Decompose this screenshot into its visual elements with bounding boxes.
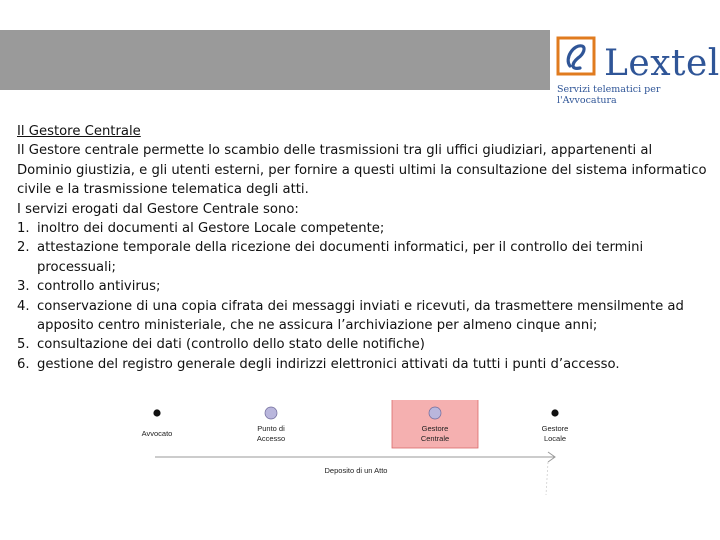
list-item-text: inoltro dei documenti al Gestore Locale competente; bbox=[37, 221, 385, 237]
deposit-arrow-label: Deposito di un Atto bbox=[324, 466, 388, 475]
list-item bbox=[17, 238, 707, 277]
logo-tagline: Servizi telematici per l'Avvocatura bbox=[557, 84, 661, 106]
list-item-text: consultazione dei dati (controllo dello stato delle notifiche) bbox=[37, 337, 425, 353]
node-gestore-centrale-dot bbox=[429, 407, 441, 419]
list-item bbox=[17, 219, 707, 238]
node-gestore-centrale-label-2: Centrale bbox=[420, 434, 450, 443]
list-item-number: 1. bbox=[17, 221, 30, 237]
section-title: Il Gestore Centrale bbox=[17, 124, 141, 139]
main-content bbox=[17, 122, 707, 374]
list-item-number: 2. bbox=[17, 240, 30, 256]
node-punto-accesso-label-1: Punto di bbox=[257, 424, 285, 433]
list-item-number: 5. bbox=[17, 337, 30, 353]
logo-text: Lextel bbox=[604, 43, 720, 84]
node-gestore-locale-label-2: Locale bbox=[543, 434, 567, 443]
services-intro: I servizi erogati dal Gestore Centrale sono: bbox=[17, 201, 299, 217]
sequence-diagram bbox=[0, 400, 720, 540]
list-item-number: 4. bbox=[17, 298, 30, 314]
list-item-text: attestazione temporale della ricezione dei documenti informatici, per il controllo dei termini processuali; bbox=[37, 240, 644, 275]
node-punto-accesso-dot bbox=[265, 407, 277, 419]
list-item bbox=[17, 335, 707, 354]
intro-paragraph: Il Gestore centrale permette lo scambio delle trasmissioni tra gli uffici giudiziari, appartenenti al Dominio giustizia, e gli utenti esterni, per fornire a questi ultimi la consultazione del sistema informatico civile e la trasmissione telematica degli atti. bbox=[17, 143, 707, 198]
list-item bbox=[17, 297, 707, 336]
list-item-number: 3. bbox=[17, 279, 30, 295]
services-list bbox=[17, 219, 707, 374]
node-avvocato-label: Avvocato bbox=[141, 429, 173, 438]
list-item-text: gestione del registro generale degli indirizzi elettronici attivati da tutti i punti d’accesso. bbox=[37, 356, 620, 372]
list-item bbox=[17, 277, 707, 296]
node-avvocato-dot bbox=[153, 409, 160, 416]
node-gestore-locale-dot bbox=[551, 409, 558, 416]
gestore-locale-lifeline bbox=[546, 462, 548, 495]
list-item-text: conservazione di una copia cifrata dei messaggi inviati e ricevuti, da trasmettere mensilmente ad apposito centro ministeriale, che ne assicura l’archiviazione per almeno cinque anni; bbox=[37, 298, 684, 334]
node-gestore-centrale-label-1: Gestore bbox=[421, 424, 449, 433]
list-item bbox=[17, 355, 707, 374]
node-punto-accesso-label-2: Accesso bbox=[256, 434, 286, 443]
list-item-text: controllo antivirus; bbox=[37, 279, 161, 295]
list-item-number: 6. bbox=[17, 356, 30, 372]
lextel-logo-icon bbox=[556, 36, 600, 80]
node-gestore-locale-label-1: Gestore bbox=[541, 424, 569, 433]
